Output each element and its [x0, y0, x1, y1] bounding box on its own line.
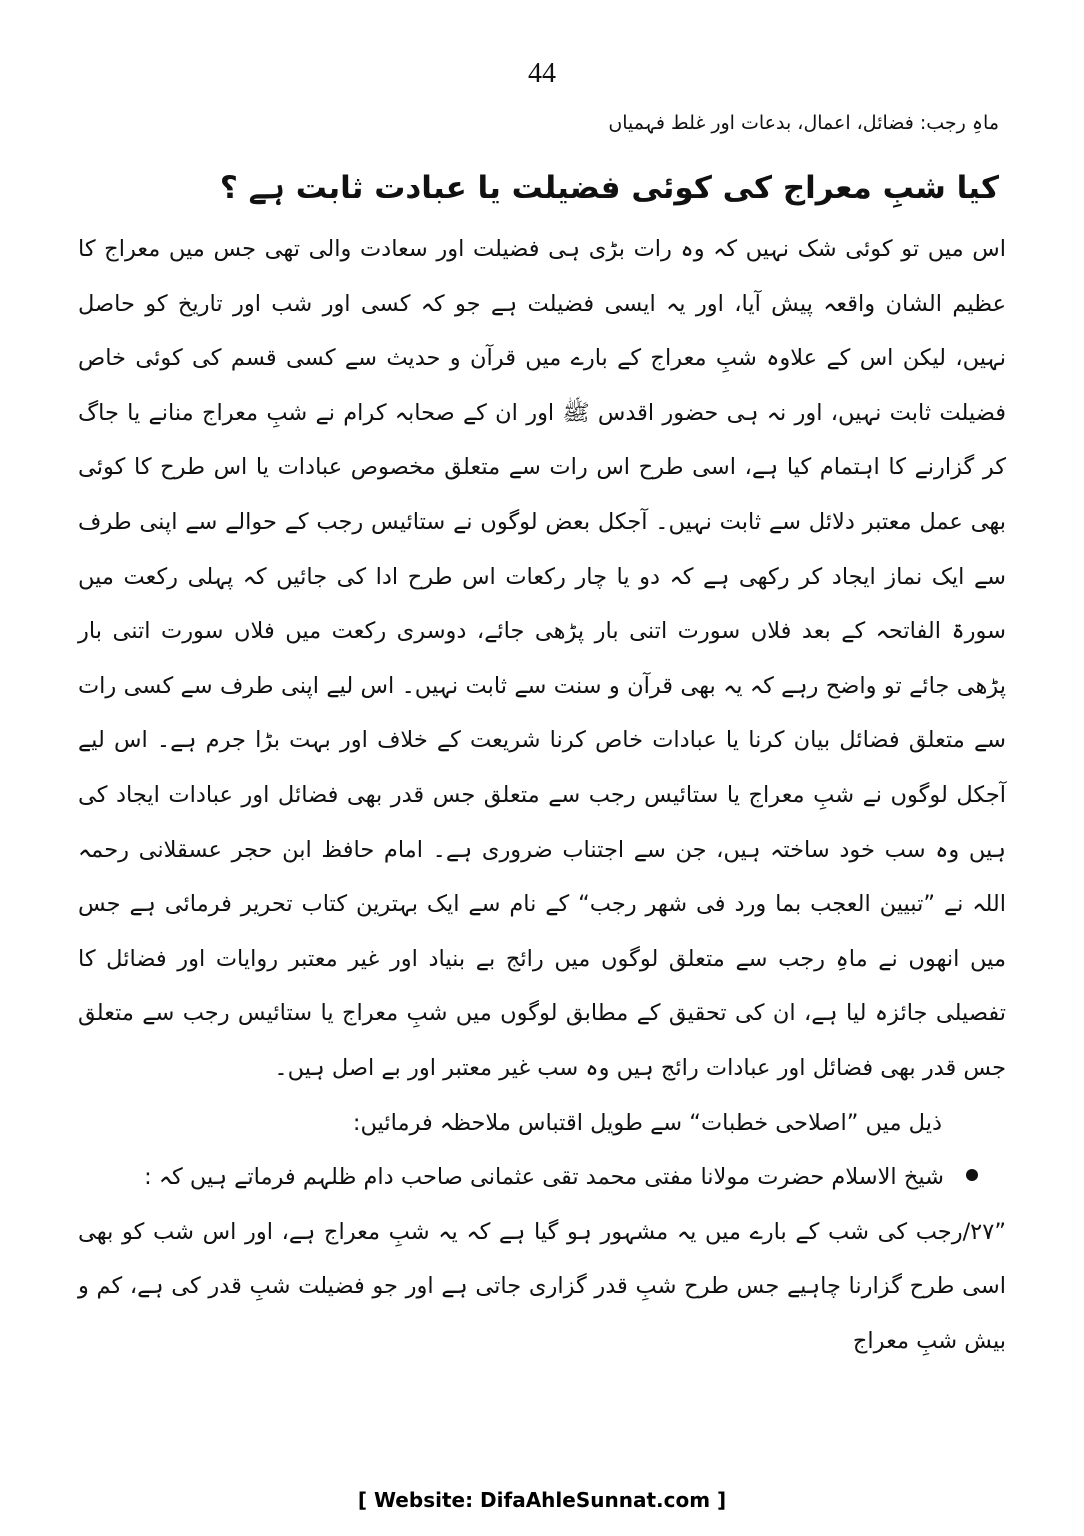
- bullet-icon: [966, 1169, 978, 1181]
- website-footer: [ Website: DifaAhleSunnat.com ]: [357, 1488, 727, 1512]
- page-number: 44: [528, 58, 556, 89]
- intro-paragraph: ذیل میں ”اصلاحی خطبات“ سے طویل اقتباس ملاحظہ فرمائیں:: [352, 1109, 942, 1136]
- running-header: ماہِ رجب: فضائل، اعمال، بدعات اور غلط فہمیاں: [608, 112, 999, 134]
- section-heading: کیا شبِ معراج کی کوئی فضیلت یا عبادت ثابت ہے ؟: [219, 170, 999, 206]
- bullet-item: [78, 1150, 1006, 1205]
- bullet-text: شیخ الاسلام حضرت مولانا مفتی محمد تقی عثمانی صاحب دام ظلہم فرماتے ہیں کہ :: [144, 1164, 944, 1191]
- main-paragraph: اس میں تو کوئی شک نہیں کہ وہ رات بڑی ہی فضیلت اور سعادت والی تھی جس میں معراج کا عظیم الشان واقعہ پیش آیا، اور یہ ایسی فضیلت ہے جو کہ کسی اور شب اور تاریخ کو حاصل نہیں، لیکن اس کے علاوہ شبِ معراج کے بارے میں قرآن و حدیث سے کسی قسم کی کوئی خاص فضیلت ثابت نہیں، اور نہ ہی حضور اقدس ﷺ اور ان کے صحابہ کرام نے شبِ معراج منانے یا جاگ کر گزارنے کا اہتمام کیا ہے، اسی طرح اس رات سے متعلق مخصوص عبادات یا اس طرح کا کوئی بھی عمل معتبر دلائل سے ثابت نہیں۔ آجکل بعض لوگوں نے ستائیس رجب کے حوالے سے اپنی طرف سے ایک نماز ایجاد کر رکھی ہے کہ دو یا چار رکعات اس طرح ادا کی جائیں کہ پہلی رکعت میں سورۃ الفاتحہ کے بعد فلاں سورت اتنی بار پڑھی جائے، دوسری رکعت میں فلاں سورت اتنی بار پڑھی جائے تو واضح رہے کہ یہ بھی قرآن و سنت سے ثابت نہیں۔ اس لیے اپنی طرف سے کسی رات سے متعلق فضائل بیان کرنا یا عبادات خاص کرنا شریعت کے خلاف اور بہت بڑا جرم ہے۔ اس لیے آجکل لوگوں نے شبِ معراج یا ستائیس رجب سے متعلق جس قدر بھی فضائل اور عبادات ایجاد کی ہیں وہ سب خود ساختہ ہیں، جن سے اجتناب ضروری ہے۔ امام حافظ ابن حجر عسقلانی رحمہ اللہ نے ”تبیین العجب بما ورد فی شهر رجب“ کے نام سے ایک بہترین کتاب تحریر فرمائی ہے جس میں انھوں نے ماہِ رجب سے متعلق لوگوں میں رائج بے بنیاد اور غیر معتبر روایات اور فضائل کا تفصیلی جائزہ لیا ہے، ان کی تحقیق کے مطابق لوگوں میں شبِ معراج یا ستائیس رجب سے متعلق جس قدر بھی فضائل اور عبادات رائج ہیں وہ سب غیر معتبر اور بے اصل ہیں۔: [78, 236, 1006, 1081]
- body-text: [78, 222, 1006, 1368]
- quote-paragraph: ”۲۷/رجب کی شب کے بارے میں یہ مشہور ہو گیا ہے کہ یہ شبِ معراج ہے، اور اس شب کو بھی اسی طرح گزارنا چاہیے جس طرح شبِ قدر گزاری جاتی ہے اور جو فضیلت شبِ قدر کی ہے، کم و بیش شبِ معراج: [78, 1218, 1006, 1354]
